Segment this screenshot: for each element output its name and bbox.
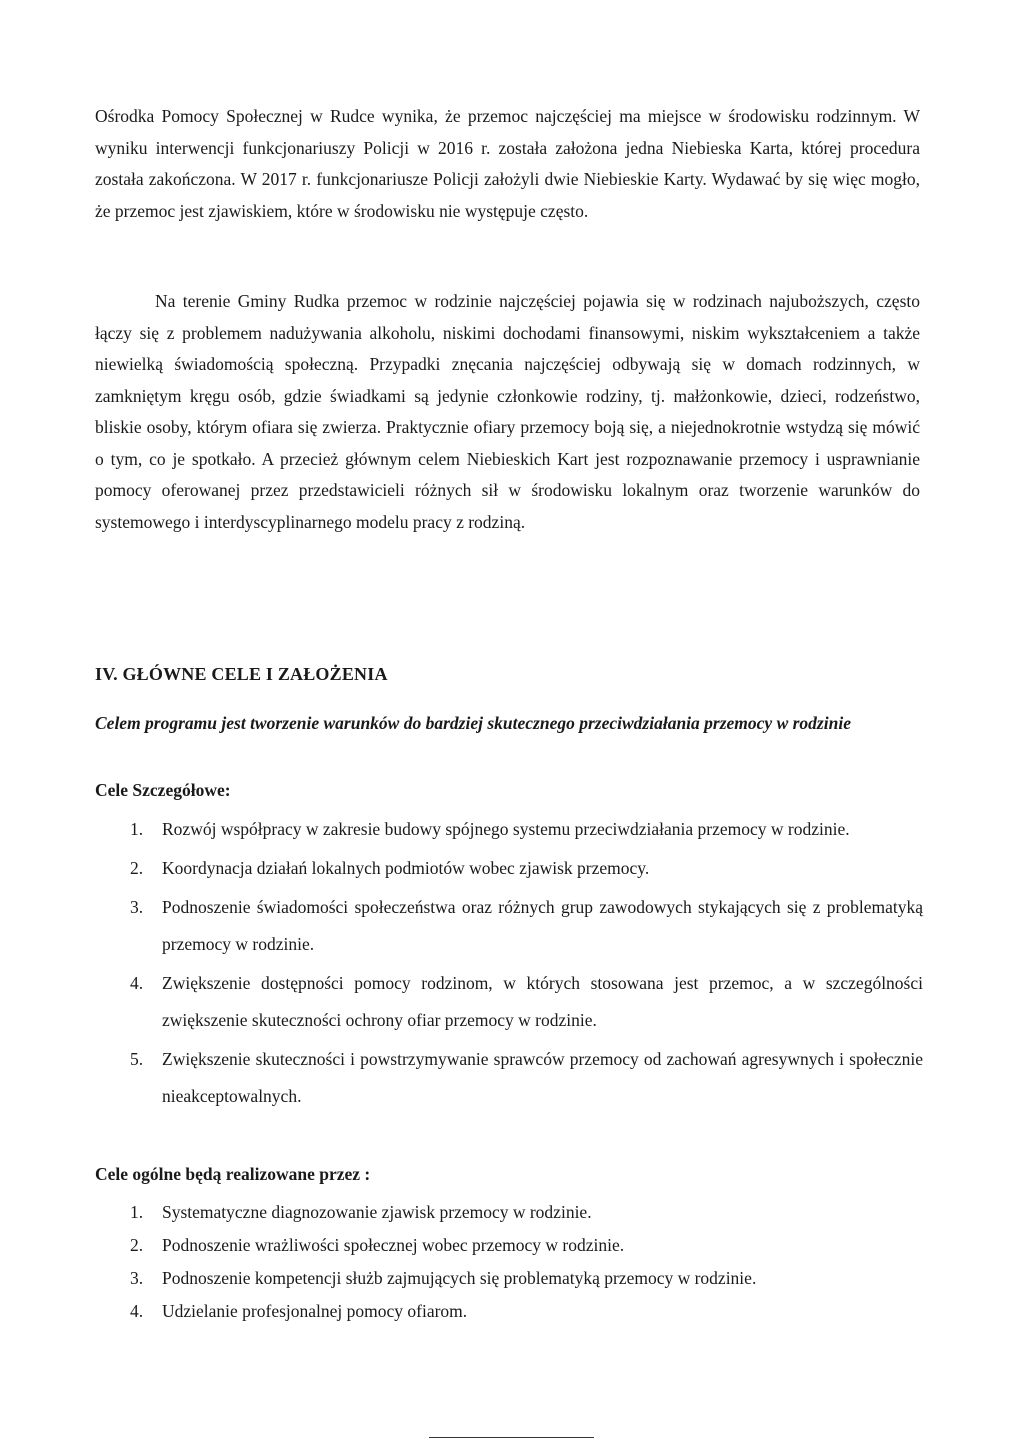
main-goal-statement: Celem programu jest tworzenie warunków do bardziej skutecznego przeciwdziałania przemocy w rodzinie	[95, 713, 851, 733]
specific-goals-list	[130, 811, 923, 1117]
footer-divider-line	[429, 1437, 594, 1438]
specific-goals-heading: Cele Szczegółowe:	[95, 780, 231, 800]
list-item-text: Zwiększenie dostępności pomocy rodzinom, w których stosowana jest przemoc, a w szczególności zwiększenie skuteczności ochrony ofiar przemocy w rodzinie.	[162, 973, 923, 1030]
list-item-text: Podnoszenie kompetencji służb zajmujących się problematyką przemocy w rodzinie.	[162, 1268, 757, 1288]
list-item	[130, 1196, 923, 1229]
list-item	[130, 889, 923, 963]
list-item	[130, 1295, 923, 1328]
list-item	[130, 1262, 923, 1295]
list-item	[130, 1041, 923, 1115]
list-number: 2.	[130, 1235, 144, 1255]
list-number: 1.	[130, 1202, 144, 1222]
general-goals-heading: Cele ogólne będą realizowane przez :	[95, 1164, 371, 1184]
general-goals-list	[130, 1196, 923, 1328]
list-number: 2.	[130, 858, 144, 878]
list-item-text: Koordynacja działań lokalnych podmiotów wobec zjawisk przemocy.	[162, 858, 650, 878]
list-item-text: Udzielanie profesjonalnej pomocy ofiarom.	[162, 1301, 468, 1321]
list-number: 3.	[130, 897, 144, 917]
list-item-text: Systematyczne diagnozowanie zjawisk przemocy w rodzinie.	[162, 1202, 592, 1222]
list-item	[130, 1229, 923, 1262]
list-number: 4.	[130, 1301, 144, 1321]
paragraph-violence-statistics: Ośrodka Pomocy Społecznej w Rudce wynika, że przemoc najczęściej ma miejsce w środowisku rodzinnym. W wyniku interwencji funkcjonariuszy Policji w 2016 r. została założona jedna Niebieska Karta, której procedura została zakończona. W 2017 r. funkcjonariusze Policji założyli dwie Niebieskie Karty. Wydawać by się więc mogło, że przemoc jest zjawiskiem, które w środowisku nie występuje często.	[95, 106, 920, 221]
paragraph-violence-characteristics: Na terenie Gminy Rudka przemoc w rodzinie najczęściej pojawia się w rodzinach najuboższych, często łączy się z problemem nadużywania alkoholu, niskimi dochodami finansowymi, niskim wykształceniem a także niewielką świadomością społeczną. Przypadki znęcania najczęściej odbywają się w domach rodzinnych, w zamkniętym kręgu osób, gdzie świadkami są jedynie członkowie rodziny, tj. małżonkowie, dzieci, rodzeństwo, bliskie osoby, którym ofiara się zwierza. Praktycznie ofiary przemocy boją się, a niejednokrotnie wstydzą się mówić o tym, co je spotkało. A przecież głównym celem Niebieskich Kart jest rozpoznawanie przemocy i usprawnianie pomocy oferowanej przez przedstawicieli różnych sił w środowisku lokalnym oraz tworzenie warunków do systemowego i interdyscyplinarnego modelu pracy z rodziną.	[95, 291, 920, 532]
list-item-text: Podnoszenie wrażliwości społecznej wobec przemocy w rodzinie.	[162, 1235, 625, 1255]
list-item	[130, 850, 923, 887]
list-item-text: Podnoszenie świadomości społeczeństwa oraz różnych grup zawodowych stykających się z problematyką przemocy w rodzinie.	[162, 897, 923, 954]
list-item	[130, 965, 923, 1039]
list-item-text: Rozwój współpracy w zakresie budowy spójnego systemu przeciwdziałania przemocy w rodzinie.	[162, 819, 850, 839]
list-number: 5.	[130, 1049, 144, 1069]
list-number: 3.	[130, 1268, 144, 1288]
list-number: 4.	[130, 973, 144, 993]
list-number: 1.	[130, 819, 144, 839]
list-item-text: Zwiększenie skuteczności i powstrzymywanie sprawców przemocy od zachowań agresywnych i społecznie nieakceptowalnych.	[162, 1049, 923, 1106]
list-item	[130, 811, 923, 848]
section-heading: IV. GŁÓWNE CELE I ZAŁOŻENIA	[95, 664, 388, 684]
